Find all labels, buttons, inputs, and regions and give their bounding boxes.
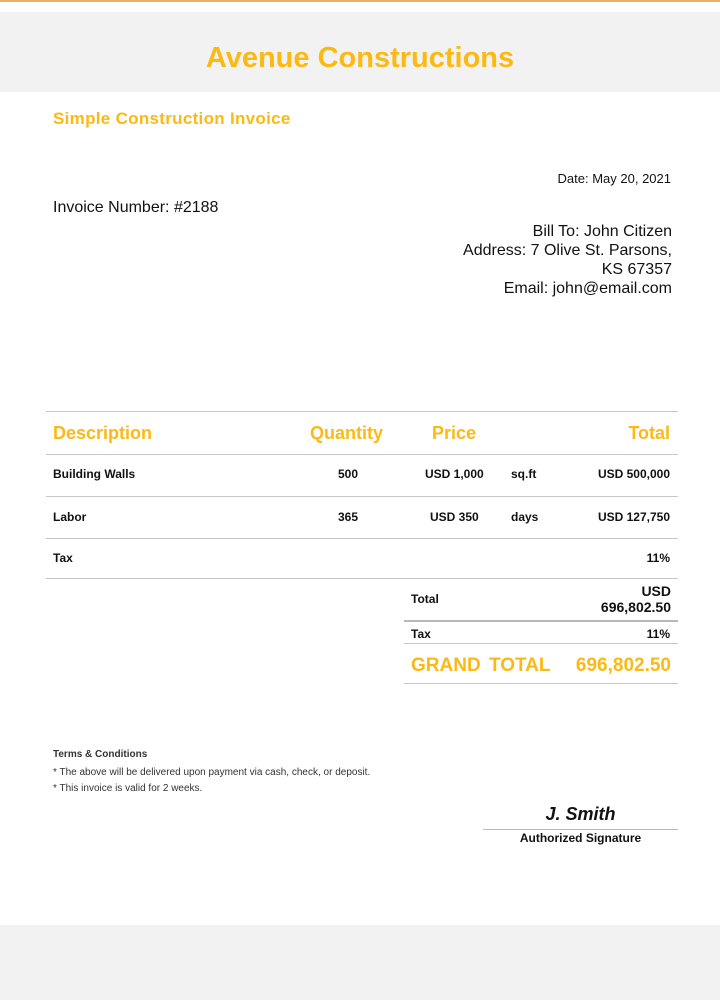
bill-to-address-2: KS 67357 — [601, 261, 672, 278]
terms-item: * This invoice is valid for 2 weeks. — [53, 783, 203, 794]
row-description: Building Walls — [53, 467, 136, 481]
row-description: Tax — [53, 551, 73, 565]
terms-title: Terms & Conditions — [53, 749, 148, 760]
bill-to-email: Email: john@email.com — [503, 280, 672, 297]
invoice-date: Date: May 20, 2021 — [557, 171, 671, 186]
company-name: Avenue Constructions — [205, 42, 515, 74]
terms-item: * The above will be delivered upon payment via cash, check, or deposit. — [53, 767, 371, 778]
bill-to-address-1: Address: 7 Olive St. Parsons, — [463, 242, 672, 259]
row-total: USD 127,750 — [597, 510, 670, 524]
summary-total-value: 696,802.50 — [600, 599, 671, 615]
row-total: 11% — [646, 551, 670, 565]
signature-line — [483, 829, 678, 830]
row-unit: days — [511, 510, 539, 524]
summary-tax-value: 11% — [646, 627, 670, 641]
divider — [46, 538, 678, 539]
invoice-subtitle: Simple Construction Invoice — [53, 109, 291, 128]
summary-total-label: Total — [411, 592, 439, 606]
row-description: Labor — [53, 510, 87, 524]
row-quantity: 500 — [338, 467, 359, 481]
divider — [404, 620, 678, 622]
row-price: USD 350 — [430, 510, 479, 524]
grand-total-value: 696,802.50 — [575, 655, 671, 676]
invoice-number: Invoice Number: #2188 — [53, 199, 219, 216]
summary-tax-label: Tax — [411, 627, 431, 641]
bill-to-name: Bill To: John Citizen — [532, 223, 672, 240]
header-quantity: Quantity — [310, 423, 384, 443]
header-description: Description — [53, 423, 153, 443]
signature-label: Authorized Signature — [519, 831, 642, 845]
row-total: USD 500,000 — [597, 467, 670, 481]
divider — [46, 454, 678, 455]
row-price: USD 1,000 — [425, 467, 484, 481]
top-border — [0, 0, 720, 2]
divider — [404, 643, 678, 644]
divider — [404, 683, 678, 684]
summary-total-currency: USD — [641, 583, 671, 599]
header-total: Total — [628, 423, 670, 443]
divider — [46, 578, 678, 579]
footer-band — [0, 925, 720, 1000]
row-unit: sq.ft — [511, 467, 537, 481]
grand-total-label: GRAND TOTAL — [411, 655, 551, 676]
row-quantity: 365 — [338, 510, 359, 524]
divider — [46, 411, 678, 412]
signature-name: J. Smith — [545, 804, 616, 824]
bill-to — [463, 222, 672, 298]
divider — [46, 496, 678, 497]
summary-total — [601, 583, 671, 615]
header-price: Price — [432, 423, 477, 443]
